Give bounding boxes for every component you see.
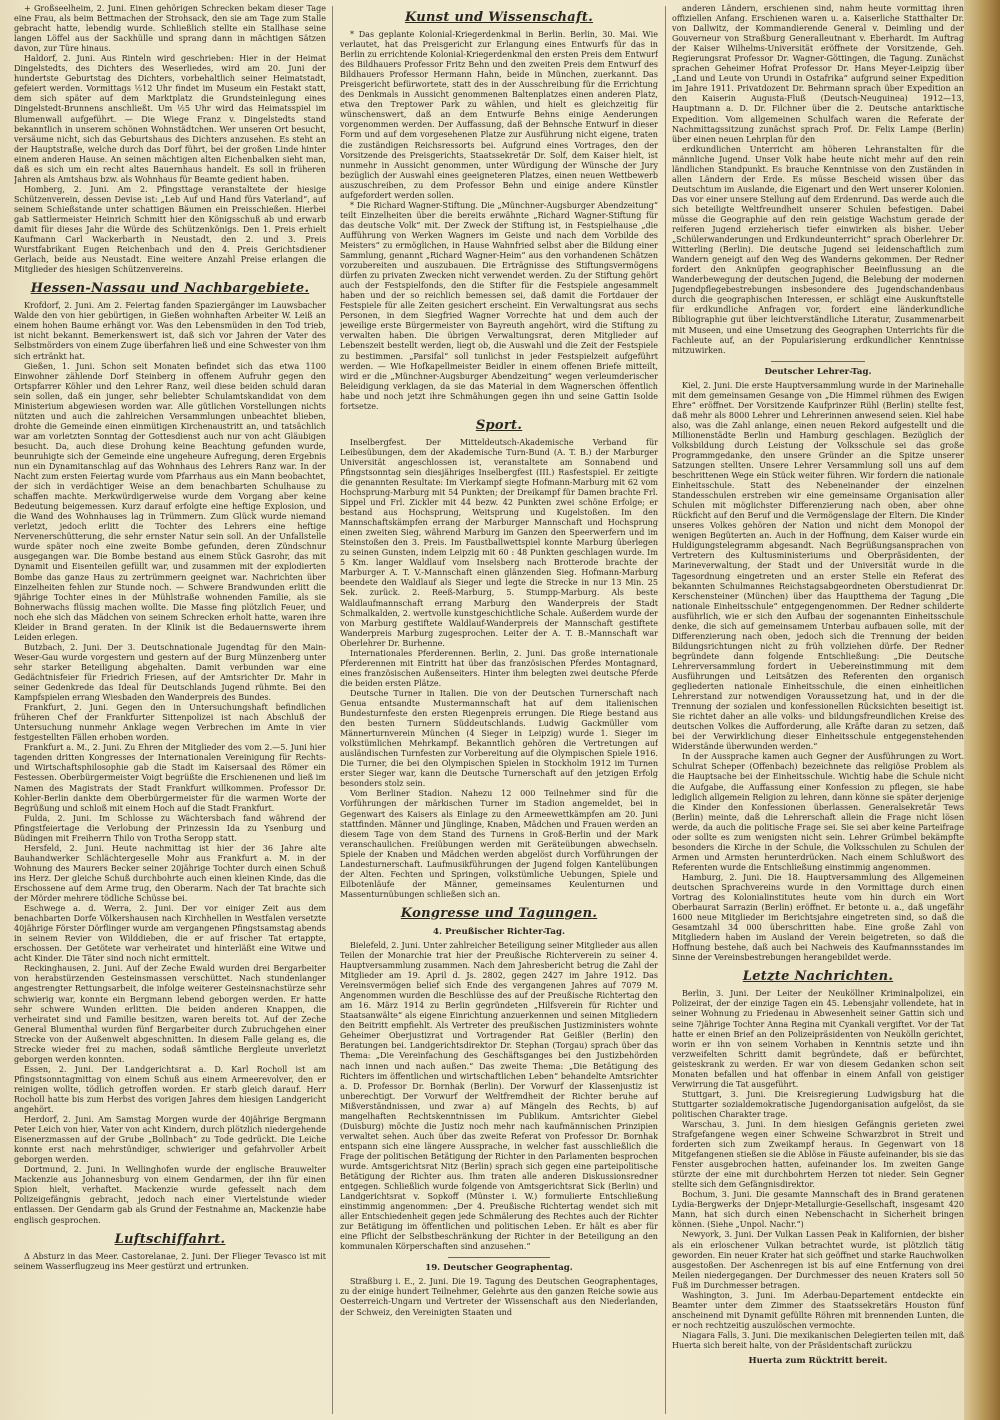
article-paragraph: Berlin, 3. Juni. Der Leiter der Neuköllner Kriminalpolizei, ein Polizeirat, der der einzige Tagen ein 45. Lebensjahr vollendete, hat in seiner Wohnung zu Friedenau in Abwesenheit seiner Gattin sich und seine 7jährige Tochter Anna Regina mit Cyankali vergiftet. Vor der Tat hatte er einen Brief an den Polizeipräsidenten von Neukölln gerichtet, worin er ihn von seinem Vorhaben in Kenntnis setzte und ihn verzweifelten Schritt damit begründete, daß er befürchtet, geisteskrank zu werden. Er war von diesem Gedanken schon seit Monaten befallen und hat offenbar in einem Anfall von geistiger Verwirrung die Tat ausgeführt.: [672, 989, 964, 1089]
column-right: [672, 4, 964, 1418]
divider: [771, 361, 864, 362]
sub-heading: 4. Preußischer Richter-Tag.: [433, 926, 565, 937]
section-heading: Kongresse und Tagungen.: [400, 905, 598, 921]
article-paragraph: Haldorf, 2. Juni. Aus Rinteln wird geschrieben: Hier in der Heimat Dingelstedts, des Dichters des Weserliedes, wird am 20. Juni der hundertste Geburtstag des Dichters, vorbehaltlich seiner Heimatstadt, gefeiert werden. Vormittags ½12 Uhr findet im Museum ein Festakt statt, dem sich später auf dem Marktplatz die Grundsteinlegung eines Dingelstedt-Brunnens anschließt. Um ½5 Uhr wird das Heimatsspiel im Blumenwall aufgeführt. — Die Wiege Franz v. Dingelstedts stand bekanntlich in unserem schönen Wohnstädtchen. Wer unseren Ort besucht, versäume nicht, sich das Geburtshaus des Dichters anzusehen. Es steht an der Hauptstraße, welche durch das Dorf führt, bei der großen Linde hinter einem anderen Hause. An seinen mächtigen alten Eichenbalken sieht man, daß es sich um ein recht altes Bauernhaus handelt. Es soll in früheren Jahren als Amtshaus bzw. als Wohnhaus für Beamte gedient haben.: [14, 54, 326, 184]
article-paragraph: Δ Absturz in das Meer. Castorelanae, 2. Juni. Der Flieger Tevasco ist mit seinem Wasserflugzeug ins Meer gestürzt und ertrunken.: [14, 1251, 326, 1271]
article-paragraph: Gießen, 1. Juni. Schon seit Monaten befindet sich das etwa 1100 Einwohner zählende Dorf Steinberg in offenem Aufruhr gegen den Ortspfarrer Köhler und den Lehrer Ranz, weil diese beiden schuld daran sein sollen, daß ein junger, sehr beliebter Schulamtskandidat von dem Ministerium abgewiesen worden war. Alle gütlichen Vorstellungen nichts nützten und auch die zahlreichen Versammlungen unbeachtet blieben, drohte die Gemeinde einen einmütigen Kirchenaustritt an, und tatsächlich war am vorletzten Sonntag der Gottesdienst auch nur von acht Gläubigen besucht. Da, auch diese Drohung keine Beachtung gefunden wurde, beunruhigte sich der Gemeinde eine ungeheure Aufregung, deren Ergebnis nun ein Dynamitanschlag auf das Wohnhaus des Lehrers Ranz war. In der Nacht zum ersten Feiertag wurde vom Pfarrhaus aus ein Mann beobachtet, der sich in verdächtiger Weise an dem benachbarten Schulhause zu schaffen machte. Merkwürdigerweise wurde dem Vorgang aber keine Bedeutung beigemessen. Kurz darauf erfolgte eine heftige Explosion, und die Wand des Wohnhauses lag in Trümmern. Zum Glück wurde niemand verletzt, jedoch erlitt die Tochter des Lehrers eine heftige Nervenerschütterung, die sehr ernster Natur sein soll. An der Unfallstelle wurde später noch eine zweite Bombe gefunden, deren Zündschnur ausgegangen war. Die Bombe bestand aus einem Stück Gasrohr, das mit Dynamit und Eisenteilen gefüllt war, und zusammen mit der explodierten Bombe das ganze Haus zu zertrümmern geeignet war. Nachrichten über Einzelheiten fehlen zur Stunde noch. — Schwere Brandwunden erlitt die 9jährige Tochter eines in der Mühlstraße wohnenden Familie, als sie Bohnerwachs flüssig machen wollte. Die Masse fing plötzlich Feuer, und noch ehe sich das Mädchen von seinem Schrecken erholt hatte, waren ihre Kleider in Brand geraten. In der Klinik ist die Bedauernswerte ihrem Leiden erlegen.: [14, 361, 326, 642]
article-paragraph: Kiel, 2. Juni. Die erste Hauptversammlung wurde in der Marinehalle mit dem gemeinsamen Gesange von „Die Himmel rühmen des Ewigen Ehre“ eröffnet. Der Vorsitzende Kaufprinzer Rühl (Berlin) stellte fest, daß mehr als 8000 Lehrer und Lehrerinnen anwesend seien. Kiel habe also, was die Zahl anlange, einen neuen Rekord aufgestellt und die Millionenstädte Berlin und Hamburg geschlagen. Bezüglich der Volksbildung durch Leistung der Volksschule sei das große Programmgedanke, den unsere Gründer an die Spitze unserer Satzungen stellten. Unsere Lehrer Versammlung soll uns auf dem beschrittenen Wege ein Stück weiter führen. Wir fordern die nationale Einheitsschule. Statt des Nebeneinander der einzelnen Standesschulen erstreben wir eine gemeinsame Organisation aller Schulen mit möglichster Differenzierung nach oben, aber ohne Rückficht auf den Beruf und die Vermögenslage der Eltern. Die Kinder unseres Volkes gehören der Nation und nicht dem Monopol der wenigen Begüterten an. Auch in der Hoffnung, dem Kaiser wurde ein Huldigungstelegramm abgesandt. Nach Begrüßungsansprachen von Vertretern des Kultusministeriums und Oberpräsidenten, der Marineverwaltung, der Stadt und der Universität wurde in die Tagesordnung eingetreten und an erster Stelle ein Referat des bekannten Schulmannes Reichstagsabgeordneten Oberstudienrat Dr. Kerschensteiner (München) über das Hauptthema der Tagung „Die nationale Einheitsschule“ entgegengenommen. Der Redner schilderte ausführlich, wie er sich den Aufbau der sogenannten Einheitsschule denke, die sich auf gemeinsamem Unterbau aufbauen solle, mit der Differenzierung nach oben, jedoch sich die Trennung der beiden Bildungsrichtungen nicht zu früh vollziehen dürfe. Der Redner begründete dann folgende Entschließung: „Die Deutsche Lehrerversammlung fordert in Uebereinstimmung mit dem Ausführungen und Leitsätzen des Referenten den organisch gegliederten nationale Einheitsschule, die einen einheitlichen Lehrerstand zur notwendigen Voraussetzung hat, und in der die Trennung der sozialen und konfessionellen Rücksichten beseitigt ist. Sie richtet daher an alle volks- und bildungsfreundlichen Kreise des deutschen Volkes die Aufforderung, alle Kräfte daran zu setzen, daß bei der Verwirklichung dieser Einheitsschule entgegenstehenden Widerstände überwunden werden.“: [672, 380, 964, 752]
article-paragraph: Hersfeld, 2. Juni. Heute nachmittag ist hier der 36 Jahre alte Bauhandwerker Schlächtergeselle Mohr aus Frankfurt a. M. in der Wohnung des Maurers Becker seiner 20jährige Tochter durch einen Schuß ins Herz. Der gleiche Schuß durchbohrte auch einen kleinen Kinde, das die Erschossene auf dem Arme trug, den Oberarm. Nach der Tat brachte sich der Mörder mehrere tödliche Schüsse bei.: [14, 843, 326, 904]
article-paragraph: Vom Berliner Stadion. Nahezu 12 000 Teilnehmer sind für die Vorführungen der märkischen Turner im Stadion angemeldet, bei in Gegenwart des Kaisers als Einlage zu den Armeewettkämpfen am 20. Juni stattfinden. Männer und Jünglinge, Knaben, Mädchen und Frauen werden an diesem Tage von dem Stand des Turnens in Groß-Berlin und der Mark veranschaulichen. Freiübungen werden mit Geräteübungen abwechseln. Spiele der Knaben und Mädchen werden abgelöst durch Vorführungen der Landesturnerschaft. Laufmusikführungen der Jugend folgen Kantelübungen der Alten. Fechten und Springen, volkstümliche Uebungen, Spiele und Eilbotenläufe der Männer, gemeinsames Keulenturnen und Massenturnübungen schließen sich an.: [340, 789, 658, 899]
article-paragraph: anderen Ländern, erschienen sind, nahm heute vormittag ihren offiziellen Anfang. Erschienen waren u. a. Kaiserliche Statthalter Dr. von Dallwitz, der Kommandierende General v. Deimling und der Gouverneur von Straßburg Generalleutnant v. Eberhardt. Im Auftrag der Kaiser Wilhelms-Universität eröffnete der Vorsitzende, Geh. Regierungsrat Professor Dr. Wagner-Göttingen, die Tagung. Zunächst sprachen Geheimer Hofrat Professor Dr. Hans Meyer-Leipzig über „Land und Leute von Urundi in Ostafrika“ aufgrund seiner Expedition im Jahre 1911. Privatdozent Dr. Behrmann sprach über Expedition an den Kaiserin Augusta-Fluß (Deutsch-Neuguinea) 1912—13, Hauptmann a. D. Dr. Filchner über die 2. Deutsche antarktische Expedition. Vom allgemeinen Schulfach waren die Referate der Nachmittagssitzung zunächst sprach Prof. Dr. Felix Lampe (Berlin) über einen neuen Lehrplan für den: [672, 4, 964, 144]
column-left: [14, 4, 326, 1418]
sub-heading: Huerta zum Rücktritt bereit.: [748, 1356, 888, 1367]
sub-heading: Deutscher Lehrer-Tag.: [764, 366, 872, 377]
section-heading: Hessen-Nassau und Nachbargebiete.: [30, 281, 310, 297]
article-paragraph: Fulda, 2. Juni. Im Schlosse zu Wächtersbach fand während der Pfingstfeiertage die Verlobung der Prinzessin Ida zu Ysenburg und Büdingen mit Freiherrn Thilo von Trotha Seropp statt.: [14, 813, 326, 843]
article-paragraph: Krofdorf, 2. Juni. Am 2. Feiertag fanden Spaziergänger im Lauwsbacher Walde den von hier gebürtigen, in Gießen wohnhaften Arbeiter W. Leiß an einem hohen Baume erhängt vor. Was den Lebensmüden in den Tod trieb, ist nicht bekannt. Bemerkenswert ist, daß sich vor Jahren der Vater des Selbstmörders von einem Zuge überfahren ließ und eine Schwester von ihm sich ertränkt hat.: [14, 301, 326, 361]
article-paragraph: * Die Richard Wagner-Stiftung. Die „Münchner-Augsburger Abendzeitung“ teilt Einzelheiten über die bereits erwähnte „Richard Wagner-Stiftung für das deutsche Volk“ mit. Der Zweck der Stiftung ist, in Festspielhause „die Aufführung von Werken Wagners im Geiste und nach dem Vorbilde des Meisters“ zu ermöglichen, in Hause Wahnfried selbst aber die Bildung einer Sammlung, genannt „Richard Wagner-Heim“ aus den vorhandenen Schätzen vorzubereiten und auszubauen. Die Erträgnisse des Stiftungsvermögens dürfen zu privaten Zwecken nicht verwendet werden. Zu der Stiftung gehört auch der Festspielfonds, den die Stifter für die Festspiele angesammelt haben und der so reichlich bemessen sei, daß damit die Fortdauer der Festspiele für alle Zeiten gesichert erscheint. Ein Verwaltungsrat aus sechs Personen, in dem Siegfried Wagner Vorrechte hat und dem auch der jeweilige erste Bürgermeister von Bayreuth angehört, wird die Stiftung zu verwalten haben. Die übrigen Verwaltungsrat, deren Mitglieder auf Lebenszeit bestellt werden, liegt ob, die Auswahl und die Zeit der Festspiele zu bestimmen. „Parsifal“ soll tunlichst in jeder Festspielzeit aufgeführt werden. — Wie Hofkapellmeister Beidler in einem offenen Briefe mitteilt, wird er die „Münchner-Augsburger Abendzeitung“ wegen verleumderischer Beleidigung verklagen, da sie das Material in dem Wagnerschen öffentlich habe und noch jetzt ihre Schmähungen gegen ihn und seine Gattin Isolde fortsetze.: [340, 200, 658, 411]
divider: [448, 1257, 550, 1258]
article-paragraph: Inselbergfest. Der Mitteldeutsch-Akademische Verband für Leibesübungen, dem der Akademische Turn-Bund (A. T. B.) der Marburger Universität angeschlossen ist, veranstaltete am Sonnabend und Pfingstsonntag sein diesjähriges Inselbergfest (III.) Rasfestspiel. Er zeitigte die genannten Resultate: Im Vierkampf siegte Hofmann-Marburg mit 62 vom Hochsprung-Marburg mit 54 Punkten; der Dreikampf für Damen brachte Frl. Sippel und Frl. Zickler mit 44 bezw. 42 Punkten zwei schöne Erfolge; er bestand aus Hochsprung, Weitsprung und Kugelstoßen. Im den Mannschaftskämpfen errang der Marburger Mannschaft und Hochsprung einen zweiten Sieg, während Marburg im Ganzen den Speerwerfern und im Steinstoßen den 3. Preis. Im Faustballwettspiel konnte Marburg überlegen zu seinen Gunsten, indem Leipzig mit 60 : 48 Punkten geschlagen wurde. Im 5 Km. langer Waldlauf vom Inselsberg nach Brotterode brachte der Marburger A. T. V.-Mannschaft einen glänzenden Sieg. Hofmann-Marburg beendete den Waldlauf als Sieger und legte die Strecke in nur 13 Min. 25 Sek. zurück. 2. Reeß-Marburg, 5. Stumpp-Marburg. Als beste Waldlaufmannschaft errang Marburg den Wanderpreis der Stadt Schmalkalden, 2. wertvolle kunstgeschichtliche Schale. Außerdem wurde der von Marburg gestiftete Waldlauf-Wanderpreis der Mannschaft gestiftete Wanderpreis Marburg zugesprochen. Leiter der A. T. B.-Mannschaft war Oberlehrer Dr. Burhenne.: [340, 437, 658, 648]
article-paragraph: Frankfurt, 2. Juni. Gegen den in Untersuchungshaft befindlichen früheren Chef der Frankfurter Sittenpolizei ist nach Abschluß der Untersuchung nunmehr Anklage wegen Verbrechen im Amte in vier festgestellten Fällen erhoben worden.: [14, 703, 326, 743]
column-rule: [665, 6, 666, 1414]
article-paragraph: + Großseelheim, 2. Juni. Einen gehörigen Schrecken bekam dieser Tage eine Frau, als beim Bettmachen der Strohsack, den sie am Tage zum Stalle gebracht hatte, lebendig wurde. Schließlich stellte ein Stallhase seine langen Löffel aus der Sackhülle und sprang dann in mächtigen Sätzen davon, zur Türe hinaus.: [14, 4, 326, 54]
section-heading: Sport.: [475, 417, 523, 433]
section-heading: Kunst und Wissenschaft.: [404, 10, 594, 25]
article-paragraph: Essen, 2. Juni. Der Landgerichtsrat a. D. Karl Rocholl ist am Pfingstsonntagmittag von einem Schuß aus einem Armeerevolver, den er reinigen wollte, tödlich getroffen worden. Er starb gleich darauf. Herr Rocholl hatte bis zum Herbst des vorigen Jahres dem hiesigen Landgericht angehört.: [14, 1064, 326, 1115]
article-paragraph: Bielefeld, 2. Juni. Unter zahlreicher Beteiligung seiner Mitglieder aus allen Teilen der Monarchie trat hier der Preußische Richterverein zu seiner 4. Hauptversammlung zusammen. Nach dem Jahresbericht betrug die Zahl der Mitglieder am 19. April d. Js. 2802, gegen 2427 im Jahre 1912. Das Vereinsvermögen belief sich Ende des vergangenen Jahres auf 7079 M. Angenommen wurden die Beschlüsse des auf der Preußische Richtertag den am 16. März 1914 zu Berlin gegründeten „Hilfsverein für Richter und Staatsanwälte“ als eigene Einrichtung anzuerkennen und seinen Mitgliedern den Beitritt empfiehlt. Als Vertreter des preußischen Justizministers wohnte Geheimer Oberjustizrat und Vortragender Rat Geißler (Berlin) den Beratungen bei. Landgerichtsdirektor Dr. Stephan (Torgau) sprach über das Thema: „Die Vereinfachung des Geschäftsganges bei den Justizbehörden nach innen und nach außen.“ Das zweite Thema: „Die Betätigung des Richters im öffentlichen und wirtschaftlichen Leben“ behandelte Amtsrichter a. D. Professor Dr. Bornhak (Berlin). Der Vorwurf der Klassenjustiz ist unberechtigt. Der Vorwurf der Weltfremdheit der Richter beruhe auf Mißverständnissen, und zwar a) auf Mängeln des Rechts, b) auf mangelhaften Rechtskenntnissen im Publikum. Amtsrichter Giebel (Duisburg) möchte die Justiz noch mehr nach kaufmännischen Prinzipien verwaltet sehen. Auch über das zweite Referat von Professor Dr. Bornhak entspann sich eine längere Aussprache, in welcher fast ausschließlich die Frage der politischen Betätigung der Richter in den Parlamenten besprochen wurde. Amtsgerichtsrat Nitz (Berlin) sprach sich gegen eine parteipolitische Betätigung der Richter aus. Ihm traten alle anderen Diskussionsredner entgegen. Schließlich wurde folgende von Amtsgerichtsrat Sick (Berlin) und Landgerichtsrat v. Sopkoff (Münster i. W.) formulierte Entschließung einstimmig angenommen: „Der 4. Preußische Richtertag wendet sich mit aller Entschiedenheit gegen jede Schmälerung des Rechtes auch der Richter zur Betätigung im öffentlichen und politischen Leben. Er hält es aber für eine Pflicht der Selbstbeschränkung der Richter in der Beteiligung an den kommunalen Körperschaften sind anzusehen.“: [340, 940, 658, 1252]
article-paragraph: In der Aussprache kamen auch Gegner der Ausführungen zu Wort. Schulrat Scheper (Offenbach) bezeichnete das religiöse Problem als die Hauptsache bei der Einheitsschule. Wichtig habe die Schule nicht die Aufgabe, die Auffassung einer Konfession zu pflegen, sie habe lediglich allgemein Religion zu lehren, dann könne sie später derjenige die Kinder den Konfessionen überlassen. Generalsekretär Tews (Berlin) meinte, daß die Lehrerschaft allein die Frage nicht lösen werde, da auch die politische Frage sei. Sie sei aber keine Parteifrage oder sollte es zum wenigsten nicht sein. Lehrer Grümbel bekämpfte besonders die Kirche in der Schule, die Volksschulen zu Schulen der Armen und Armsten herunterdrücken. Nach einem Schlußwort des Referenten wurde die Entschließung einstimmig angenommen.: [672, 752, 964, 872]
section-heading: Luftschiffahrt.: [114, 1231, 226, 1247]
page-edge: [964, 0, 1000, 1420]
article-paragraph: Washington, 3. Juni. Im Aderbau-Departement entdeckte ein Beamter unter dem Zimmer des Staatssekretärs Houston fünf anscheinend mit Dynamit gefüllte Röhren mit brennenden Lunten, die er noch rechtzeitig auszulöschen vermochte.: [672, 1290, 964, 1330]
article-paragraph: Eschwege a. d. Werra, 2. Juni. Der vor einiger Zeit aus dem benachbarten Dorfe Völkershausen nach Kirchhellen in Westfalen versetzte 40jährige Förster Dörflinger wurde am vergangenen Pfingstsamstag abends in seinem Revier von Wilddieben, die er auf frischer Tat ertappte, erschossen. Der Getötete war verheiratet und hinterläßt eine Witwe und acht Kinder. Die Täter sind noch nicht ermittelt.: [14, 904, 326, 964]
article-paragraph: Hamburg, 2. Juni. Die 18. Hauptversammlung des Allgemeinen deutschen Sprachvereins wurde in den Vormittage durch einen Vortrag des Kolonialinstitutes heute vom hin durch ein Wort Oberbaurat Sarrazin (Berlin) eröffnet. Er betonte u. a., daß ungefähr 1600 neue Mitglieder im Berichtsjahre eingetreten sind, so daß die Gesamtzahl 34 000 überschritten habe. Eine große Zahl von Mitgliedern haben im Ausland der Verein beigetreten, so daß die Hoffnung bestehe, daß auch bei Nachweis des Kaufmannsstandes im Sinne der Vereinsbestrebungen herangebildet werde.: [672, 872, 964, 963]
article-paragraph: Newyork, 3. Juni. Der Vulkan Lassen Peak in Kalifornien, der bisher als ein erloschener Vulkan betrachtet wurde, ist plötzlich tätig geworden. Ein neuer Krater hat sich geöffnet und starke Rauchwolken ausgestoßen. Der Aschenregen ist bis auf eine Entfernung von drei Meilen niedergegangen. Der Durchmesser des neuen Kraters soll 50 Fuß im Durchmesser betragen.: [672, 1230, 964, 1290]
sub-heading: 19. Deutscher Geographentag.: [425, 1263, 573, 1274]
article-paragraph: Dortmund, 2. Juni. In Wellinghofen wurde der englische Brauwelter Mackenzie aus Johannesburg von einem Gendarmen, der ihn für einen Spion hielt, verhaftet. Mackenzie wurde gefesselt nach dem Polizeigefängnis gebracht, jedoch nach einer Viertelstunde wieder entlassen. Der Gendarm gab als Grund der Festnahme an, Mackenzie habe englisch gesprochen.: [14, 1165, 326, 1225]
article-paragraph: erdkundlichen Unterricht am höheren Lehranstalten für die männliche Jugend. Unser Volk habe heute nicht mehr auf den rein ländlichen Standpunkt. Es brauche Kenntnisse von den Zuständen in allen Ländern der Erde. Es müsse Bescheid wissen über das Deutschtum im Auslande, die Eigenart und den Wert unserer Kolonien. Das vor einer unsere Stellung auf dem Erdenrund. Das werde auch die sich beteiligte Weltfreundheit unserer Schulen befestigen. Dabei müsse die Geographie auf den rein geistige Wachstum gerade der reiferen Jugend erzieherisch tiefer einwirken als bisher. Ueber „Schülerwanderungen und Erdkundeunterricht“ sprach Oberlehrer Dr. Witterling (Berlin). Die deutsche Jugend sei leidenschaftlich zum Wandern geneigt auf den Weg des Wanderns gekommen. Der Redner fordert den Anknüpfen geographischer Beeinflussung an die Wanderbewegung der deutschen Jugend, die Belebung der modernen Jugendpflegebestrebungen insbesondere des Jugendschandenbaus durch die geographischen Interessen, er schlägt eine Auskunftstelle für erdkundliche Anfragen vor, fordert eine länderkundliche Bibliographie gut über leichtverständliche Literatur, Zusammenarbeit mit Museen, und eine Umsetzung des Geographen Unterrichts für die Fachleute auf, an der Popularisierung erdkundlicher Kenntnisse mitzuwirken.: [672, 144, 964, 355]
article-paragraph: Warschau, 3. Juni. In dem hiesigen Gefängnis gerieten zwei Strafgefangene wegen einer Schweine Schwarzbrot in Streit und forderten sich zum Zweikampf heraus. In Gegenwart von 18 Mitgefangenen stießen sie die Ablöse in Fäuste aufeinander, bis sie das Fenster ausgebrochen hatten, aufeinander los. Im zweiten Gange stürzte der eine mit durchbohrtem Herzen tot nieder. Sein Gegner stellte sich dem Gefängnisdirektor.: [672, 1119, 964, 1190]
column-rule: [332, 6, 333, 1414]
article-paragraph: Reckinghausen, 2. Juni. Auf der Zeche Ewald wurden drei Bergarbeiter von herabstürzenden Gesteinsmassen verschüttet. Nach stundenlanger angestrengter Rettungsarbeit, die infolge weiterer Gesteinsnachstürze sehr schwierig war, konnte ein Bergmann lebend geborgen werden. Er hatte sehr schwere Wunden erlitten. Die beiden anderen Knappen, die verheiratet sind und Familie besitzen, waren bereits tot. Auf der Zeche General Blumenthal wurden fünf Bergarbeiter durch Zubruchgehen einer Strecke von der Außenwelt abgeschnitten. In diesem Falle gelang es, die Strecke wieder frei zu machen, sodaß sämtliche Bergleute unverletzt geborgen werden konnten.: [14, 964, 326, 1064]
article-paragraph: Butzbach, 2. Juni. Der 3. Deutschnationale Jugendtag für den Main-Weser-Gau wurde vorgestern und gestern auf der Burg Münzenberg unter sehr starker Beteiligung abgehalten. Damit verbunden war eine Gedächtnisfeier für Friedrich Friesen, auf der Amtsrichter Dr. Mahr in seiner Gedenkrede das Ideal für Deutschlands Jugend rühmte. Bei den Kampfspielen errang Wiesbaden den Wanderpreis des Bundes.: [14, 642, 326, 703]
article-paragraph: Homberg, 2. Juni. Am 2. Pfingsttage veranstaltete der hiesige Schützenverein, dessen Devise ist: „Leb Auf und Hand fürs Vaterland“, auf seinem Schießstande unter schattigen Bäumen ein Preisschießen. Hierbei gab Sattlermeister Heinrich Schmitt hier den Königsschuß ab und erwarb damit für dieses Jahr die Würde des Schützenkönigs. Den 1. Preis erhielt Kaufmann Carl Wackerbarth in Neustadt, den 2. und 3. Preis Wurstfabrikant Eugen Reichenbach und den 4. Preis Gerichtsdiener Gerlach, beide aus Neustadt. Eine weitere Anzahl Preise erlangen die Mitglieder des hiesigen Schützenvereins.: [14, 184, 326, 275]
column-middle: [340, 4, 658, 1418]
article-paragraph: Niagara Falls, 3. Juni. Die mexikanischen Delegierten teilen mit, daß Huerta sich bereit halte, von der Präsidentschaft zurückzu: [672, 1330, 964, 1350]
article-paragraph: Straßburg i. E., 2. Juni. Die 19. Tagung des Deutschen Geographentages, zu der einige hundert Teilnehmer, Gelehrte aus den ganzen Reiche sowie aus Oesterreich-Ungarn und Vertreter der Wissenschaft aus den Niederlanden, der Schweiz, den Vereinigten Staaten und: [340, 1277, 658, 1317]
article-paragraph: Deutsche Turner in Italien. Die von der Deutschen Turnerschaft nach Genua entsandte Mustermannschaft hat auf dem italienischen Bundesturnfeste den ersten Riegenpreis errungen. Die Riege bestand aus den besten Turnern Süddeutschlands. Ludwig Gackmüller vom Männerturnverein München (4 Sieger in Leipzig) wurde 1. Sieger im volkstümlichen Mehrkampf. Bekanntlich gehören die Vertretungen auf ausländischen Turnfesten zur Vorbereitung auf die Olympischen Spiele 1916. Die Turner, die bei den Olympischen Spielen in Stockholm 1912 im Turnen erster Sieger war, kann die Deutsche Turnerschaft auf den jetzigen Erfolg besonders stolz sein.: [340, 688, 658, 789]
article-paragraph: Herdorf, 2. Juni. Am Samstag Morgen wurde der 40jährige Bergmann Peter Leich von hier, Vater von acht Kindern, durch plötzlich niedergehende Eisenerzmassen auf der Grube „Bollnbach“ zu Tode gedrückt. Die Leiche konnte erst nach mehrstündiger, schwieriger und gefahrvoller Arbeit geborgen werden.: [14, 1115, 326, 1165]
article-paragraph: Stuttgart, 3. Juni. Die Kreisregierung Ludwigsburg hat die Stuttgarter sozialdemokratische Jugendorganisation aufgelöst, da sie politischen Charakter trage.: [672, 1089, 964, 1119]
article-paragraph: Frankfurt a. M., 2. Juni. Zu Ehren der Mitglieder des vom 2.—5. Juni hier tagenden dritten Kongresses der Internationalen Vereinigung für Rechts- und Wirtschaftsphilosophie gab die Stadt im Kaisersaal des Römer ein Festessen. Oberbürgermeister Voigt begrüßte die Erschienenen und ließ im Namen des Magistrats der Stadt Frankfurt willkommen. Professor Dr. Kohler-Berlin dankte dem Oberbürgermeister für die warmen Worte der Begrüßung und schloß mit einem Hoch auf die Stadt Frankfurt.: [14, 743, 326, 813]
article-paragraph: Internationales Pferderennen. Berlin, 2. Juni. Das große internationale Pferderennen mit Eintritt hat über das französischen Pferdes Montagnard, eines französischen Außenseiters. Hinter ihm belegten zwei deutsche Pferde die beiden ersten Plätze.: [340, 648, 658, 688]
article-paragraph: * Das geplante Kolonial-Kriegerdenkmal in Berlin. Berlin, 30. Mai. Wie verlautet, hat das Preisgericht zur Erlangung eines Entwurfs für das in Berlin zu errichtende Kolonial-Kriegerdenkmal den ersten Preis dem Entwurf des Bildhauers Professor Fritz Behn und den zweiten Preis dem Entwurf des Bildhauers Professor Hermann Hahn, beide in München, zuerkannt. Das Preisgericht befürwortete, statt des in der Ausschreibung für die Errichtung des Denkmals in Aussicht genommenen Baltenplatzes einen anderen Platz, etwa den Treptower Park zu wählen, und hielt es gleichzeitig für wünschenswert, daß an dem Entwurfe Behns einige Aenderungen vorgenommen werden. Der Auffassung, daß der Behnsche Entwurf in dieser Form und auf dem vorgesehenen Platze zur Ausführung nicht eigene, traten die zuständigen Reichsressorts bei. Aufgrund eines Vortrages, den der Vorsitzende des Preisgerichts, Staatssekretär Dr. Solf, dem Kaiser hielt, ist nunmehr in Aussicht genommen, unter Würdigung der Wünsche der Jury bezüglich der Auswahl eines geeigneteren Platzes, einen neuen Wettbewerb auszuschreiben, zu dem Professor Behn und einige andere Künstler aufgefordert werden sollen.: [340, 30, 658, 200]
article-paragraph: Bochum, 3. Juni. Die gesamte Mannschaft des in Brand geratenen Lydia-Bergwerks der Dnjepr-Metallurgie-Gesellschaft, insgesamt 420 Mann, hat sich durch einen Nebenschacht in Sicherheit bringen können. (Siehe „Unpol. Nachr.“): [672, 1190, 964, 1230]
section-heading: Letzte Nachrichten.: [742, 969, 894, 985]
